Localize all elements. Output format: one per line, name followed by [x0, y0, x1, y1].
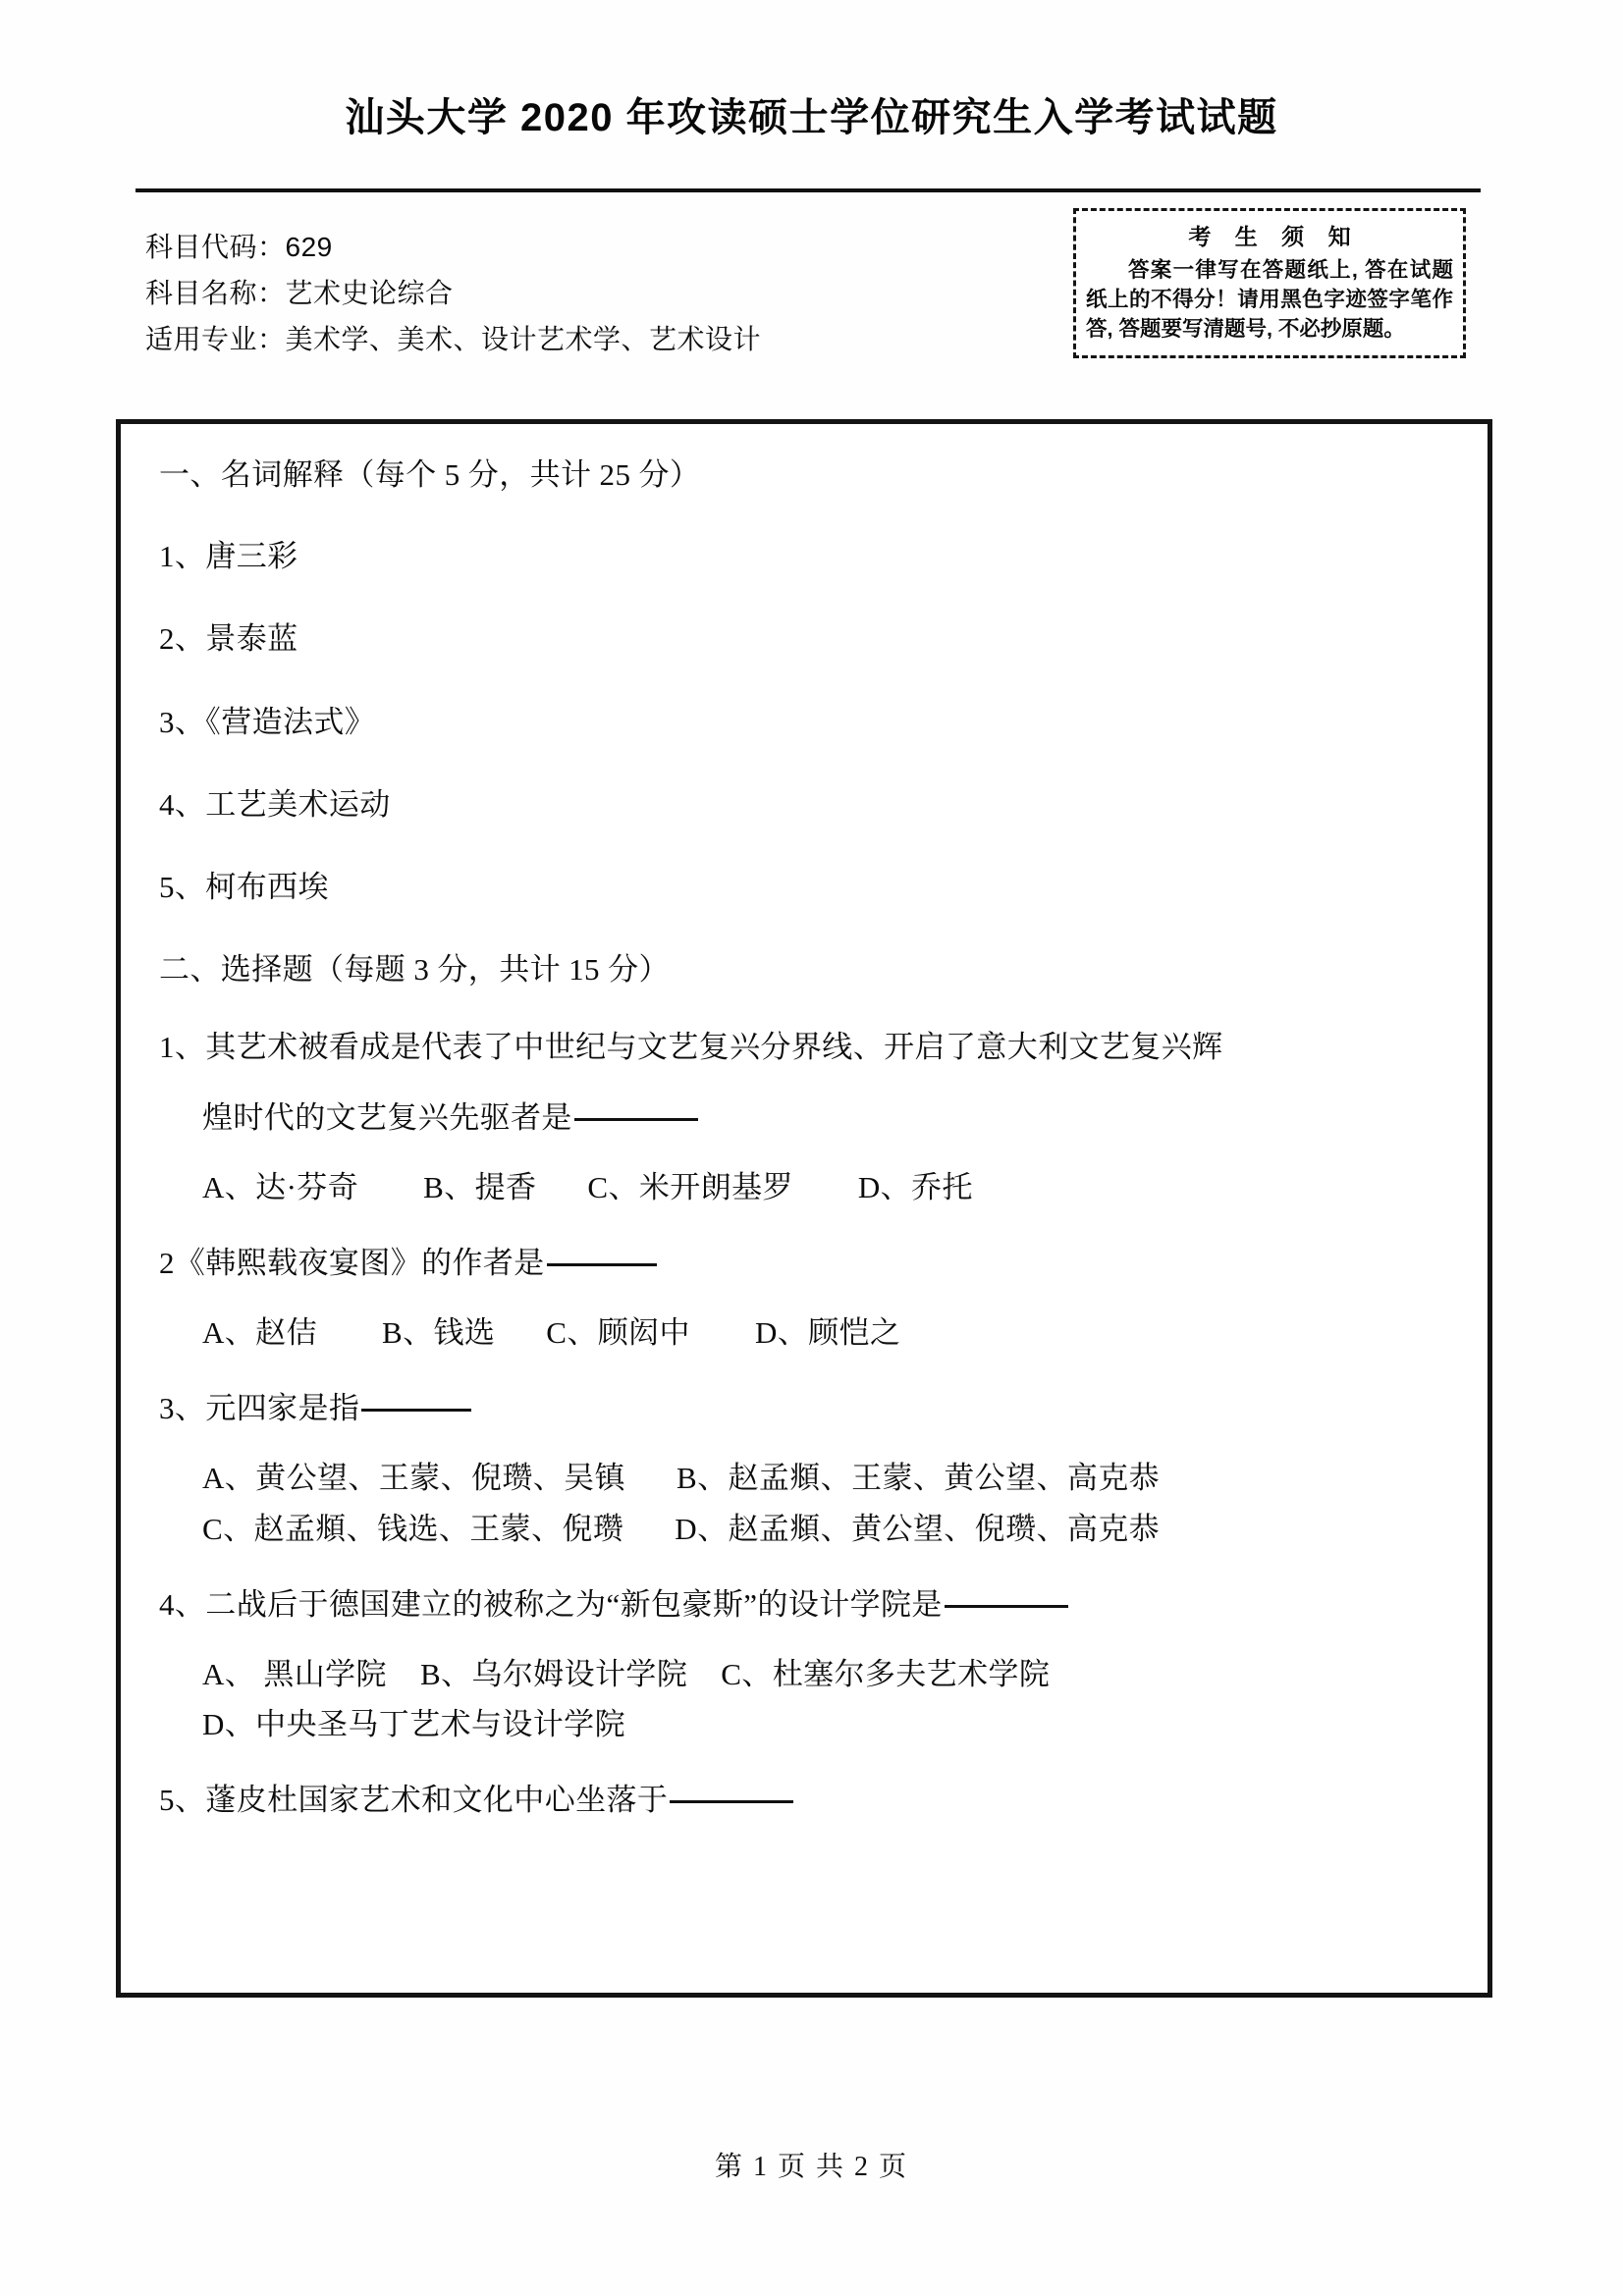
question-1-options — [159, 1169, 1459, 1205]
question-3-option-b[interactable]: B、赵孟頫、王蒙、黄公望、高克恭 — [676, 1461, 1161, 1496]
section-heading-1: 一、名词解释（每个 5 分，共计 25 分） — [159, 457, 701, 492]
question-4-option-c[interactable]: C、杜塞尔多夫艺术学院 — [721, 1657, 1051, 1691]
question-4-option-d[interactable]: D、中央圣马丁艺术与设计学院 — [202, 1707, 625, 1742]
question-2-options — [159, 1314, 1459, 1351]
candidate-notice-box — [1073, 208, 1466, 358]
term-item-5: 5、柯布西埃 — [159, 869, 329, 904]
question-1-stem: 1、其艺术被看成是代表了中世纪与文艺复兴分界线、开启了意大利文艺复兴辉 — [159, 1030, 1223, 1065]
question-1-option-d[interactable]: D、乔托 — [857, 1169, 973, 1204]
title-area — [0, 86, 1623, 142]
question-2-option-b[interactable]: B、钱选 — [382, 1315, 496, 1351]
question-4-stem — [159, 1586, 1459, 1623]
question-3-option-a[interactable]: A、黄公望、王蒙、倪瓒、吴镇 — [202, 1461, 625, 1496]
subject-code-line — [145, 224, 892, 270]
subject-name-line — [145, 270, 892, 316]
question-2-option-d[interactable]: D、顾恺之 — [754, 1315, 901, 1351]
question-2-stem — [159, 1245, 1459, 1281]
subject-code-label: 科目代码： — [145, 232, 286, 262]
page-number-text: 第 1 页 共 2 页 — [714, 2152, 908, 2182]
page-footer — [0, 2145, 1623, 2184]
term-item-1: 1、唐三彩 — [159, 539, 298, 574]
question-3-stem-text: 3、元四家是指 — [159, 1391, 360, 1426]
majors-line — [145, 316, 892, 362]
question-1-option-c[interactable]: C、米开朗基罗 — [587, 1169, 793, 1204]
section-heading-2: 二、选择题（每题 3 分，共计 15 分） — [159, 952, 670, 988]
question-2-option-c[interactable]: C、顾闳中 — [546, 1315, 690, 1351]
question-4-option-a[interactable]: A、 黑山学院 — [202, 1657, 387, 1691]
exam-questions-inner — [131, 434, 1478, 1983]
page-title: 汕头大学 2020 年攻读硕士学位研究生入学考试试题 — [345, 96, 1278, 139]
exam-questions-container — [116, 419, 1492, 1998]
term-item-2: 2、景泰蓝 — [159, 621, 298, 657]
term-item-3: 3、《营造法式》 — [159, 704, 376, 739]
question-4-options-row-1 — [159, 1656, 1459, 1692]
answer-blank-5 — [670, 1800, 793, 1803]
answer-blank-2 — [547, 1263, 657, 1266]
question-5-stem-text: 5、蓬皮杜国家艺术和文化中心坐落于 — [159, 1783, 669, 1818]
question-1-option-b[interactable]: B、提香 — [423, 1169, 537, 1204]
notice-body: 答案一律写在答题纸上, 答在试题纸上的不得分！请用黑色字迹签字笔作答, 答题要写清题号, 不必抄原题。 — [1086, 258, 1453, 341]
question-5-stem — [159, 1782, 1459, 1818]
title-divider — [135, 188, 1481, 192]
exam-meta-block — [145, 224, 892, 362]
subject-code-value: 629 — [285, 232, 333, 262]
answer-blank-4 — [945, 1605, 1068, 1608]
question-2-option-a[interactable]: A、赵佶 — [202, 1315, 317, 1351]
majors-value: 美术学、美术、设计艺术学、艺术设计 — [285, 324, 762, 354]
term-item-4: 4、工艺美术运动 — [159, 786, 391, 822]
question-2-stem-text: 2《韩熙载夜宴图》的作者是 — [159, 1245, 545, 1280]
question-4-options-row-2 — [159, 1706, 1459, 1742]
question-1-stem-continued — [159, 1099, 1459, 1136]
question-3-stem — [159, 1390, 1459, 1426]
question-3-options-row-2 — [159, 1511, 1459, 1547]
majors-label: 适用专业： — [145, 324, 286, 354]
answer-blank-3 — [361, 1409, 471, 1412]
question-3-option-d[interactable]: D、赵孟頫、黄公望、倪瓒、高克恭 — [675, 1511, 1161, 1546]
notice-title: 考 生 须 知 — [1188, 224, 1360, 249]
question-3-options-row-1 — [159, 1460, 1459, 1496]
question-1-option-a[interactable]: A、达·芬奇 — [202, 1169, 359, 1204]
question-4-option-b[interactable]: B、乌尔姆设计学院 — [419, 1657, 688, 1691]
subject-name-label: 科目名称： — [145, 278, 286, 308]
subject-name-value: 艺术史论综合 — [285, 278, 454, 308]
question-4-stem-text: 4、二战后于德国建立的被称之为“新包豪斯”的设计学院是 — [159, 1586, 943, 1622]
answer-blank-1 — [574, 1118, 698, 1121]
question-1-stem-continued-text: 煌时代的文艺复兴先驱者是 — [202, 1099, 572, 1135]
question-3-option-c[interactable]: C、赵孟頫、钱选、王蒙、倪瓒 — [202, 1511, 624, 1546]
